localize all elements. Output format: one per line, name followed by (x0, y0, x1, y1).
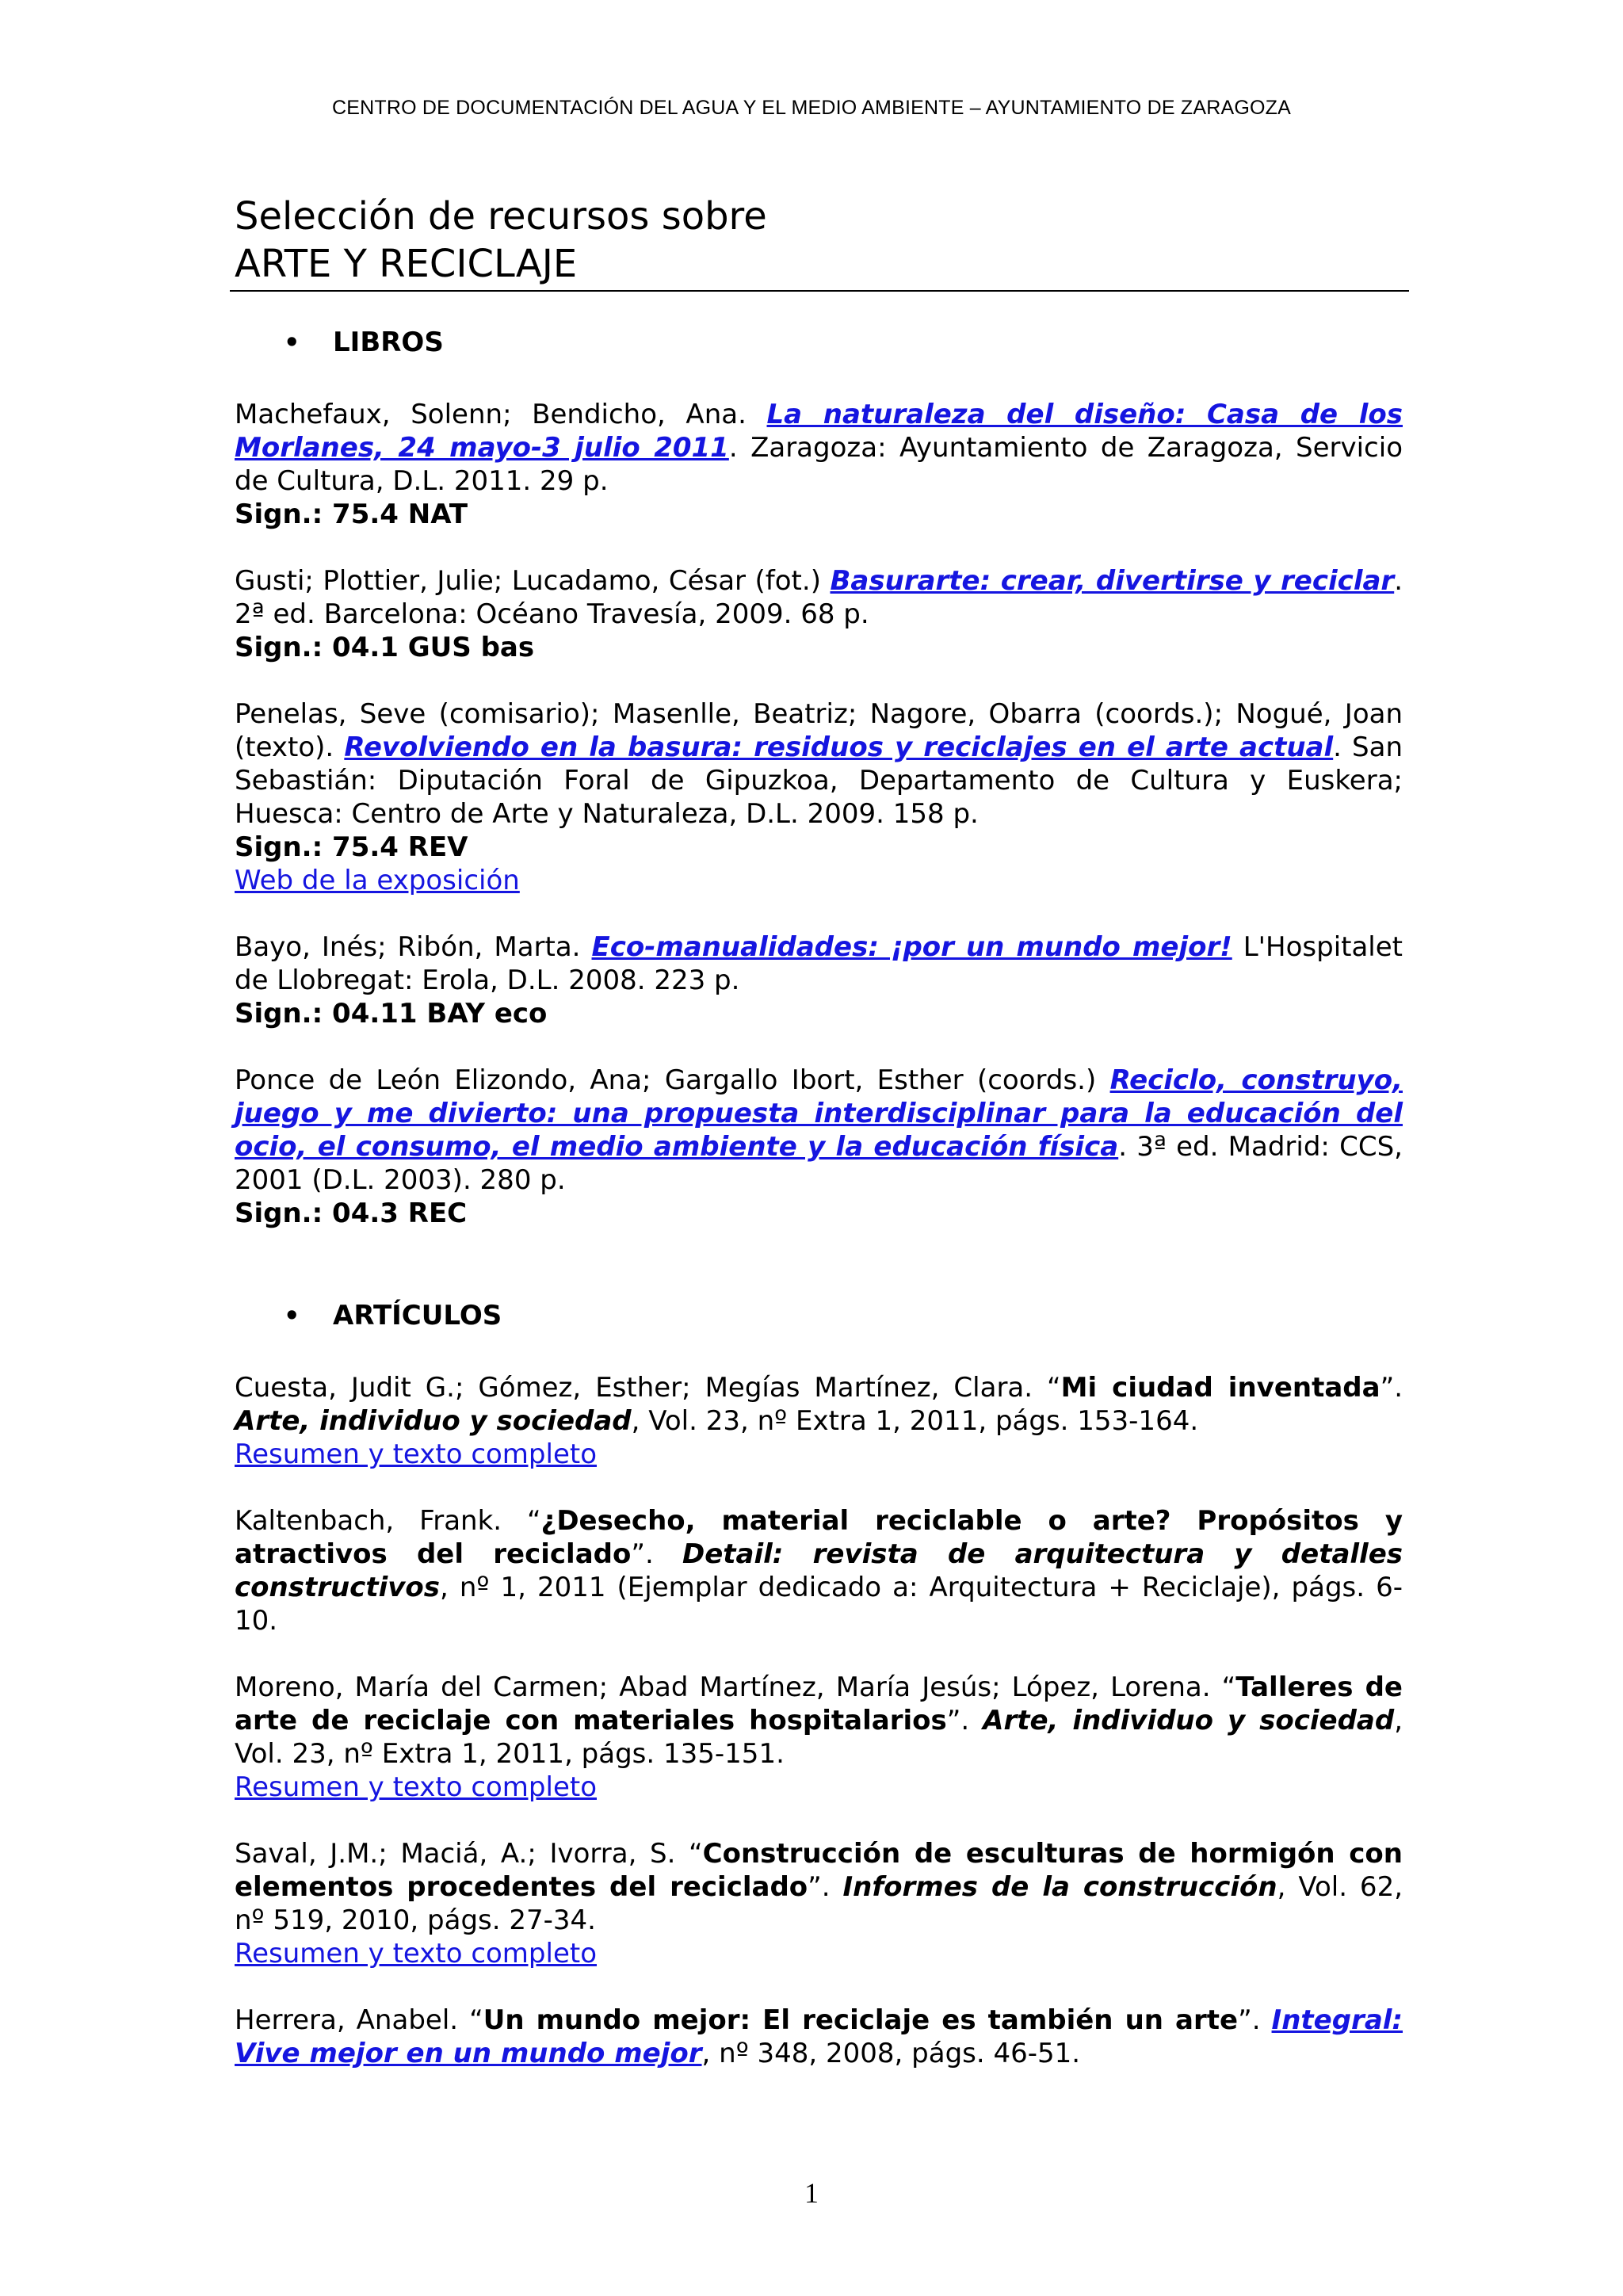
exhibition-web-link[interactable]: Web de la exposición (235, 865, 520, 896)
entry-details: , nº 1, 2011 (Ejemplar dedicado a: Arquitectura + Reciclaje), págs. 6-10. (235, 1572, 1403, 1637)
title-line-2: ARTE Y RECICLAJE (235, 242, 578, 286)
abstract-fulltext-link[interactable]: Resumen y texto completo (235, 1438, 598, 1470)
page-title (235, 193, 1407, 288)
abstract-fulltext-link[interactable]: Resumen y texto completo (235, 1938, 598, 1969)
entry-details: , Vol. 23, nº Extra 1, 2011, págs. 153-164. (631, 1405, 1199, 1437)
article-title: ¿Desecho, material reciclable o arte? Propósitos y atractivos del reciclado (235, 1505, 1403, 1570)
section-heading-articulos (235, 1293, 1403, 1338)
entry-authors: Moreno, María del Carmen; Abad Martínez, María Jesús; López, Lorena. “ (235, 1671, 1236, 1703)
entry-details: , Vol. 62, nº 519, 2010, págs. 27-34. (235, 1871, 1403, 1936)
shelf-mark: Sign.: 04.1 GUS bas (235, 632, 535, 663)
section-heading-libros (235, 320, 1403, 365)
shelf-mark: Sign.: 04.11 BAY eco (235, 998, 548, 1030)
book-entry (235, 697, 1403, 897)
quote-close: ”. (1380, 1372, 1403, 1404)
entry-authors: Penelas, Seve (comisario); Masenlle, Beatriz; Nagore, Obarra (coords.); Nogué, Joan (texto). (235, 698, 1403, 763)
book-title-link[interactable]: Basurarte: crear, divertirse y reciclar (830, 565, 1395, 597)
article-entry (235, 2004, 1403, 2070)
article-entry (235, 1837, 1403, 1970)
book-title-link[interactable]: Eco-manualidades: ¡por un mundo mejor! (591, 931, 1232, 963)
entry-details: . 3ª ed. Madrid: CCS, 2001 (D.L. 2003). 280 p. (235, 1131, 1403, 1196)
journal-title-link[interactable]: Integral: Vive mejor en un mundo mejor (235, 2004, 1403, 2069)
journal-title: Detail: revista de arquitectura y detalles constructivos (235, 1538, 1403, 1603)
section-title: LIBROS (333, 327, 444, 358)
entry-authors: Bayo, Inés; Ribón, Marta. (235, 931, 581, 963)
title-divider (230, 290, 1409, 292)
shelf-mark: Sign.: 04.3 REC (235, 1198, 468, 1229)
entry-authors: Kaltenbach, Frank. “ (235, 1505, 541, 1537)
section-title: ARTÍCULOS (333, 1300, 502, 1331)
entry-authors: Machefaux, Solenn; Bendicho, Ana. (235, 399, 747, 430)
article-entry (235, 1371, 1403, 1471)
book-entry (235, 930, 1403, 1030)
page-number: 1 (804, 2177, 819, 2209)
entry-details: . Zaragoza: Ayuntamiento de Zaragoza, Servicio de Cultura, D.L. 2011. 29 p. (235, 432, 1403, 497)
journal-title: Arte, individuo y sociedad (983, 1705, 1395, 1736)
book-entry (235, 564, 1403, 664)
document-body (235, 320, 1403, 2103)
journal-title: Arte, individuo y sociedad (235, 1405, 632, 1437)
bullet-icon: • (284, 1301, 300, 1331)
article-title: Talleres de arte de reciclaje con materiales hospitalarios (235, 1671, 1403, 1736)
article-entry (235, 1504, 1403, 1637)
article-title: Mi ciudad inventada (1060, 1372, 1381, 1404)
abstract-fulltext-link[interactable]: Resumen y texto completo (235, 1771, 598, 1803)
shelf-mark: Sign.: 75.4 REV (235, 831, 468, 863)
bullet-icon: • (284, 327, 300, 357)
book-title-link[interactable]: La naturaleza del diseño: Casa de los Morlanes, 24 mayo-3 julio 2011 (235, 399, 1403, 464)
article-title: Un mundo mejor: El reciclaje es también un arte (483, 2004, 1239, 2036)
book-entry (235, 1064, 1403, 1230)
article-entry (235, 1671, 1403, 1804)
entry-details: , Vol. 23, nº Extra 1, 2011, págs. 135-151. (235, 1705, 1403, 1770)
shelf-mark: Sign.: 75.4 NAT (235, 499, 468, 530)
quote-close: ”. (1238, 2004, 1272, 2036)
quote-close: ”. (808, 1871, 843, 1903)
entry-details: . San Sebastián: Diputación Foral de Gipuzkoa, Departamento de Cultura y Euskera; Huesca: Centro de Arte y Naturaleza, D.L. 2009. 158 p. (235, 732, 1403, 830)
document-header: CENTRO DE DOCUMENTACIÓN DEL AGUA Y EL MEDIO AMBIENTE – AYUNTAMIENTO DE ZARAGOZA (332, 97, 1291, 119)
entry-authors: Gusti; Plottier, Julie; Lucadamo, César (fot.) (235, 565, 821, 597)
quote-close: ”. (631, 1538, 682, 1570)
quote-close: ”. (946, 1705, 983, 1736)
entry-details: , nº 348, 2008, págs. 46-51. (701, 2038, 1081, 2069)
entry-authors: Cuesta, Judit G.; Gómez, Esther; Megías Martínez, Clara. “ (235, 1372, 1061, 1404)
book-title-link[interactable]: Revolviendo en la basura: residuos y reciclajes en el arte actual (344, 732, 1334, 763)
article-title: Construcción de esculturas de hormigón con elementos procedentes del reciclado (235, 1838, 1403, 1903)
journal-title: Informes de la construcción (842, 1871, 1277, 1903)
entry-authors: Ponce de León Elizondo, Ana; Gargallo Ibort, Esther (coords.) (235, 1064, 1097, 1096)
entry-authors: Saval, J.M.; Maciá, A.; Ivorra, S. “ (235, 1838, 703, 1870)
entry-authors: Herrera, Anabel. “ (235, 2004, 483, 2036)
book-title-link[interactable]: Reciclo, construyo, juego y me divierto: una propuesta interdisciplinar para la educación del ocio, el consumo, el medio ambiente y la educación física (235, 1064, 1403, 1163)
book-entry (235, 398, 1403, 531)
entry-details: . 2ª ed. Barcelona: Océano Travesía, 2009. 68 p. (235, 565, 1403, 630)
entry-details: L'Hospitalet de Llobregat: Erola, D.L. 2008. 223 p. (235, 931, 1403, 996)
title-line-1: Selección de recursos sobre (235, 194, 767, 239)
